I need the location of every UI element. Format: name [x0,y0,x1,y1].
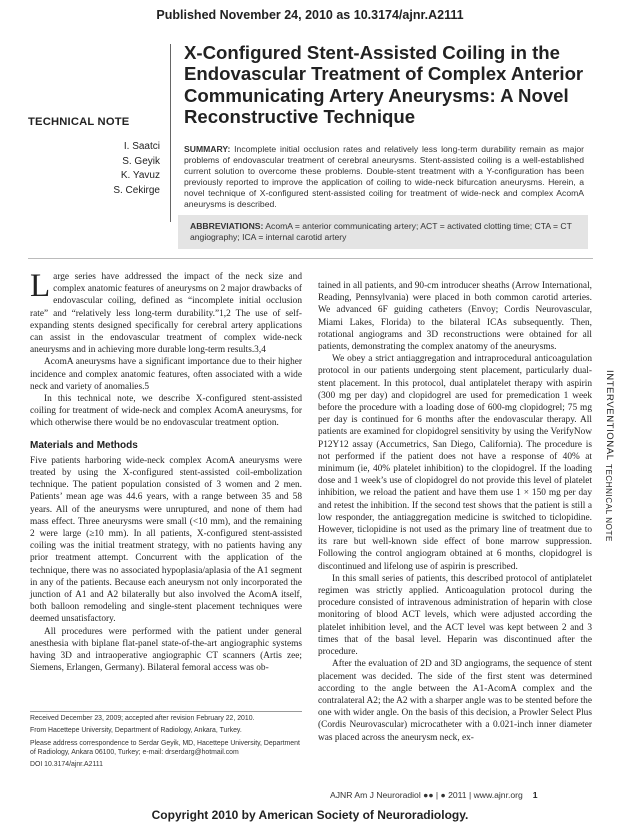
body-paragraph: AcomA aneurysms have a significant importance due to their higher incidence and complex anatomic features, often associated with a wide neck and variety of anomalies.5 [30,357,302,392]
author: K. Yavuz [120,170,160,181]
correspondence: Please address correspondence to Serdar Geyik, MD, Hacettepe University, Department of Radiology, Ankara 06100, Turkey; e-mail: drserdarg@hotmail.com [30,739,300,756]
author: S. Cekirge [113,184,160,196]
author: S. Geyik [122,155,160,167]
journal-citation: AJNR Am J Neuroradiol ●● | ● 2011 | www.ajnr.org [330,790,523,800]
article-title: X-Configured Stent-Assisted Coiling in the Endovascular Treatment of Complex Anterior Communicating Artery Aneurysms: A Novel Reconstructive Technique [184,42,584,128]
summary-label: SUMMARY: [184,144,231,154]
abbreviations-text: AcomA = anterior communicating artery; ACT = activated clotting time; CTA = CT angiography; ICA = internal carotid artery [190,221,572,243]
left-column [30,268,302,675]
intro-paragraph: arge series have addressed the impact of the neck size and complex anatomic features of aneurysms on 2 major drawbacks of endovascular coiling, defined as “incomplete initial occlusion rate” and “relatively less long-term durability.”1,2 The use of self-expanding stents designed specifically for cerebral artery applications can assist in the endovascular treatment of complex wide-neck aneurysms and in achieving more durable long-term results.3,4 [30,272,302,356]
header-rule [28,258,593,259]
footnote-rule [30,711,302,712]
body-paragraph: In this small series of patients, this described protocol of antiplatelet regimen was strictly applied. Anticoagulation protocol during the procedure consisted of intravenous administration of heparin with close monitoring of blood ACT levels, which were adjusted according the platelet inhibition level, and the ACT level was kept between 2 and 3 times that of the basal level. Heparin was discontinued after the procedure. [318,573,592,658]
side-tab-category: INTERVENTIONAL [604,370,615,461]
section-label: TECHNICAL NOTE [28,116,130,128]
author: I. Saatci [123,141,160,152]
received-dates: Received December 23, 2009; accepted after revision February 22, 2010. [30,715,255,722]
body-paragraph: All procedures were performed with the patient under general anesthesia with biplane flat-panel state-of-the-art angiographic systems having 3D and intraoperative angiographic CT scanners (Artis zee; Siemens, Erlangen, Germany). Bilateral femoral access was ob- [30,626,302,674]
body-paragraph: We obey a strict antiaggregation and intraprocedural anticoagulation protocol in our patients undergoing stent placement, particularly dual-stent placement. In this protocol, dual antiplatelet therapy with aspirin (300 mg per day) and clopidogrel are used for premedication 1 week before the procedure with a loading dose of 600-mg clopidogrel; 75 mg per day is continued for 6 months after the endovascular therapy. All patients are examined for clopidogrel sensitivity by using the VerifyNow P12Y12 assay (Accumetrics, San Diego, California). The procedure is not performed if the patient does not have a response of 40% at minimum (ie, 40% platelet inhibition) to the clopidogrel. If the loading dose and 1 week’s use of clopidogrel do not provide this level of platelet inhibition, we reload the patient and have them use 1 × 150 mg per day and retest the inhibition. If the second test shows that the patient is still a low responder, the antiaggregation medicine is switched to ticlopidine. However, ticlopidine is not used as the primary line of treatment due to its rare but well-known side effect of bone marrow suppression. Following the control angiogram obtained at 6 months, clopidogrel is discontinued and lifelong use of aspirin is prescribed. [318,354,592,572]
body-paragraph: After the evaluation of 2D and 3D angiograms, the sequence of stent placement was decided. The side of the first stent was determined according to the angle between the A1-AcomA complex and the contralateral A2; the A2 with a sharper angle was to be stented before the one with wider angle. On the basis of this decision, a Prowler Select Plus (Cordis Neurovascular) microcatheter with a 0.021-inch inner diameter was placed across the aneurysm neck, ex- [318,659,592,743]
summary-text: Incomplete initial occlusion rates and relatively less long-term durability remain as major problems of endovascular treatment of cerebral aneurysms. Stent-assisted coiling is a well-established current solution to overcome these problems. Double-stent treatment with a Y-configuration has been previously reported to improve the application of coiling to wide-neck bifurcation aneurysms. Herein, a novel technique of X-configured stent-assisted coiling for treatment of wide-neck and complex AcomA aneurysms is described. [184,144,584,210]
abbreviations [190,221,578,243]
doi: DOI 10.3174/ajnr.A2111 [30,761,103,769]
abstract-summary [184,144,584,211]
body-paragraph: In this technical note, we describe X-configured stent-assisted coiling for treatment of wide-neck and complex AcomA aneurysms, for which otherwise there would be no endovascular treatment option. [30,394,302,429]
page-number: 1 [532,790,538,800]
journal-footer [330,790,592,800]
copyright-line: Copyright 2010 by American Society of Neuroradiology. [151,808,469,822]
side-tab-type: TECHNICAL NOTE [604,464,613,542]
body-paragraph: Five patients harboring wide-neck complex AcomA aneurysms were treated by using the X-configured stent-assisted coil-embolization technique. The patient population consisted of 3 women and 2 men. Patients’ mean age was 44.6 years, with a range between 35 and 58 years. All of the aneurysms were unruptured, and none of them had mass effect. Three aneurysms were small (<10 mm), and the remaining 2 were large (≥10 mm). In all patients, X-configured stent-assisted coiling was the initial treatment strategy, with no patients having any prior treatment attempt. Concurrent with the application of the technique, there was no associated hypoplasia/aplasia of the A1 segment in any of the patients. Because each aneurysm not only incorporated the junction of A1 and A2 bilaterally but also involved the AcomA itself, both balloon remodeling and single-stent placement techniques were deemed unsatisfactory. [30,455,302,625]
published-line: Published November 24, 2010 as 10.3174/ajnr.A2111 [156,8,464,22]
footnotes [30,714,304,772]
body-paragraph: tained in all patients, and 90-cm introducer sheaths (Arrow International, Reading, Pennsylvania) were placed in both common carotid arteries. We advanced 6F guiding catheters (Envoy; Cordis Neurovascular, Miami Lakes, Florida) to the bilateral ICAs subsequently. Then, rotational angiograms and 3D reconstructions were obtained for all patients, demonstrating the complex anatomy of the aneurysms. [318,281,592,353]
author-list [60,140,160,198]
affiliation: From Hacettepe University, Department of Radiology, Ankara, Turkey. [30,727,242,735]
drop-cap: L [30,268,51,304]
section-heading-methods: Materials and Methods [30,439,138,451]
title-divider [170,44,171,222]
right-column [318,280,592,744]
abbreviations-label: ABBREVIATIONS: [190,221,264,231]
